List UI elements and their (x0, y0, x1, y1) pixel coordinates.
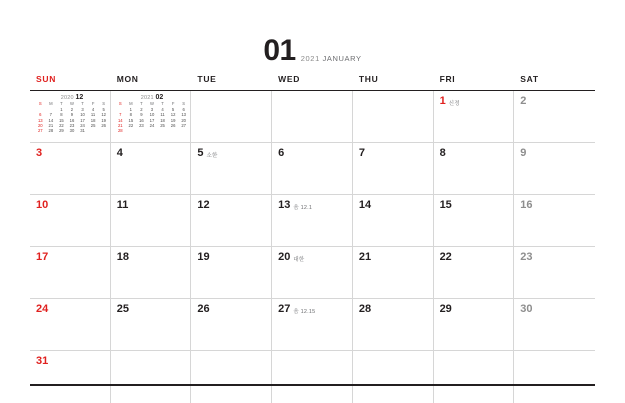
day-cell[interactable] (111, 195, 192, 247)
month-meta (301, 54, 362, 66)
day-number: 22 (439, 251, 452, 263)
mini-day: 1 (60, 106, 63, 112)
mini-day: 20 (37, 122, 43, 128)
day-cell[interactable] (514, 299, 595, 351)
day-cell[interactable] (191, 299, 272, 351)
mini-month-12 (35, 94, 109, 134)
mini-day: 26 (101, 122, 107, 128)
day-number: 29 (439, 303, 452, 315)
mini-day: 17 (149, 117, 155, 123)
day-number: 30 (520, 303, 533, 315)
day-cell[interactable] (111, 247, 192, 299)
day-cell-empty (272, 91, 353, 143)
weekday-header-wed: WED (278, 74, 301, 84)
mini-day: 16 (139, 117, 144, 123)
mini-day: 5 (102, 106, 105, 112)
day-number: 25 (116, 303, 129, 315)
day-number: 16 (520, 199, 533, 211)
mini-day: 8 (60, 112, 63, 118)
day-number: 21 (358, 251, 372, 263)
day-note: 대한 (293, 257, 305, 263)
mini-day: 3 (150, 106, 154, 112)
mini-day: 10 (149, 112, 155, 118)
mini-weekday: W (149, 101, 154, 106)
day-cell[interactable] (111, 299, 192, 351)
mini-day: 15 (128, 117, 134, 123)
day-cell[interactable] (434, 195, 515, 247)
day-number: 11 (116, 199, 129, 211)
day-number: 19 (197, 251, 210, 263)
day-number: 7 (358, 147, 365, 159)
mini-day: 26 (170, 122, 176, 128)
day-cell-empty (191, 91, 272, 143)
mini-day: 24 (80, 122, 85, 128)
day-number: 9 (520, 147, 527, 159)
mini-day: 7 (49, 112, 53, 118)
day-number: 12 (197, 199, 210, 211)
mini-day: 22 (128, 122, 134, 128)
weekday-header-mon: MON (116, 74, 139, 84)
mini-month-number: 12 (75, 94, 84, 101)
day-number: 17 (36, 251, 49, 263)
mini-day: 4 (91, 106, 95, 112)
day-number: 8 (439, 147, 446, 159)
day-cell-empty (111, 351, 192, 403)
mini-day: 9 (140, 112, 143, 118)
mini-day: 28 (117, 128, 123, 134)
mini-day: 5 (171, 106, 175, 112)
day-cell[interactable] (353, 299, 434, 351)
day-cell[interactable] (434, 143, 515, 195)
mini-day: 23 (69, 122, 75, 128)
mini-weekday: S (118, 101, 122, 106)
day-number: 3 (36, 147, 43, 159)
weekday-header-sun: SUN (36, 74, 57, 84)
day-number: 14 (358, 199, 372, 211)
day-number: 5 (197, 147, 204, 159)
day-number: 6 (278, 147, 285, 159)
day-cell[interactable] (514, 143, 595, 195)
weekday-header-tue: TUE (197, 74, 217, 84)
mini-weekday: F (91, 101, 95, 106)
mini-day: 13 (37, 117, 43, 123)
mini-day: 30 (69, 128, 75, 134)
calendar-header (0, 22, 625, 66)
day-cell[interactable] (272, 143, 353, 195)
day-cell[interactable] (353, 143, 434, 195)
day-cell[interactable] (191, 195, 272, 247)
weekday-header-sat: SAT (520, 74, 539, 84)
mini-day (98, 129, 109, 134)
mini-weekday: T (81, 101, 84, 106)
mini-day: 2 (140, 106, 143, 112)
mini-day: 19 (101, 117, 107, 123)
mini-day: 23 (139, 122, 144, 128)
day-number: 10 (36, 199, 49, 211)
mini-day: 17 (80, 117, 85, 123)
day-cell[interactable] (272, 247, 353, 299)
day-number: 27 (278, 303, 291, 315)
day-cell[interactable] (353, 247, 434, 299)
mini-day: 11 (90, 112, 96, 118)
mini-weekday: F (171, 101, 175, 106)
weekday-header-fri: FRI (439, 74, 456, 84)
mini-day: 12 (101, 112, 107, 118)
mini-day: 27 (37, 128, 43, 134)
mini-day: 28 (48, 128, 54, 134)
day-cell[interactable] (434, 91, 515, 143)
mini-day: 19 (170, 117, 176, 123)
mini-day: 21 (48, 122, 54, 128)
mini-day: 4 (161, 106, 164, 112)
mini-weekday: T (140, 101, 143, 106)
mini-weekday: S (102, 101, 106, 106)
mini-day: 15 (59, 117, 64, 123)
day-cell-empty (191, 351, 272, 403)
mini-day: 1 (129, 106, 133, 112)
day-cell[interactable] (111, 143, 192, 195)
day-cell-empty (111, 91, 192, 143)
day-number: 28 (358, 303, 372, 315)
mini-weekday: S (38, 101, 42, 106)
day-cell[interactable] (514, 195, 595, 247)
mini-day: 24 (149, 122, 155, 128)
weekday-header-thu: THU (358, 74, 379, 84)
mini-day: 2 (70, 106, 74, 112)
mini-day: 14 (117, 117, 123, 123)
mini-day: 27 (181, 122, 187, 128)
mini-month-year: 2020 (60, 95, 74, 101)
day-cell[interactable] (272, 195, 353, 247)
day-number: 2 (520, 95, 527, 107)
day-cell-empty (353, 351, 434, 403)
month-number: 01 (263, 34, 296, 67)
mini-day: 20 (181, 117, 187, 123)
day-cell[interactable] (30, 143, 111, 195)
mini-day: 25 (90, 122, 96, 128)
day-cell[interactable] (30, 195, 111, 247)
mini-day: 16 (69, 117, 75, 123)
mini-day: 8 (129, 112, 133, 118)
day-cell[interactable] (191, 143, 272, 195)
day-note: 음 12.1 (293, 205, 313, 211)
weekday-header-row (30, 70, 595, 91)
day-cell-empty (434, 351, 515, 403)
day-cell[interactable] (434, 299, 515, 351)
mini-day: 3 (81, 106, 84, 112)
day-note: 신정 (448, 101, 460, 107)
mini-day: 21 (117, 122, 123, 128)
mini-day: 29 (59, 128, 64, 134)
mini-day: 13 (181, 112, 187, 118)
calendar-grid (30, 70, 595, 403)
day-note: 음 12.15 (293, 309, 316, 315)
day-note: 소한 (206, 153, 218, 159)
month-name-label: JANUARY (322, 54, 362, 63)
mini-weekday: S (182, 101, 186, 106)
year-label: 2021 (300, 54, 320, 63)
mini-day (88, 129, 99, 134)
footer-rule (30, 384, 595, 386)
mini-weekday: W (69, 101, 74, 106)
mini-day: 25 (160, 122, 165, 128)
day-cell[interactable] (30, 351, 111, 403)
day-number: 13 (278, 199, 291, 211)
mini-weekday: M (129, 101, 133, 106)
mini-day: 12 (170, 112, 176, 118)
mini-month-number: 02 (155, 94, 164, 101)
mini-month-table (35, 102, 109, 134)
day-number: 15 (439, 199, 452, 211)
day-number: 26 (197, 303, 210, 315)
day-cell[interactable] (514, 91, 595, 143)
day-cell[interactable] (514, 247, 595, 299)
mini-day: 6 (182, 106, 185, 112)
mini-day: 9 (70, 112, 74, 118)
mini-day: 18 (90, 117, 96, 123)
calendar-body (30, 91, 595, 403)
mini-day: 11 (160, 112, 165, 118)
day-cell-empty (353, 91, 434, 143)
mini-day: 18 (160, 117, 165, 123)
day-number: 1 (439, 95, 446, 107)
day-cell-empty (272, 351, 353, 403)
mini-day: 7 (119, 112, 122, 118)
mini-day: 22 (59, 122, 64, 128)
mini-weekday: T (161, 101, 164, 106)
day-cell[interactable] (353, 195, 434, 247)
day-number: 4 (116, 147, 123, 159)
mini-day: 10 (80, 112, 85, 118)
mini-weekday: M (49, 101, 53, 106)
day-number: 23 (520, 251, 533, 263)
mini-day: 14 (48, 117, 54, 123)
day-cell[interactable] (191, 247, 272, 299)
mini-month-title (35, 94, 109, 101)
day-cell[interactable] (434, 247, 515, 299)
day-number: 24 (36, 303, 49, 315)
mini-weekday: T (60, 101, 63, 106)
mini-day: 6 (39, 112, 42, 118)
day-cell-empty (30, 91, 187, 143)
day-number: 31 (36, 355, 49, 367)
day-cell[interactable] (30, 247, 111, 299)
day-number: 18 (116, 251, 129, 263)
day-cell[interactable] (30, 299, 111, 351)
day-cell[interactable] (272, 299, 353, 351)
day-number: 20 (278, 251, 291, 263)
mini-month-year: 2021 (140, 95, 154, 101)
mini-day: 31 (80, 128, 85, 134)
day-cell-empty (514, 351, 595, 403)
